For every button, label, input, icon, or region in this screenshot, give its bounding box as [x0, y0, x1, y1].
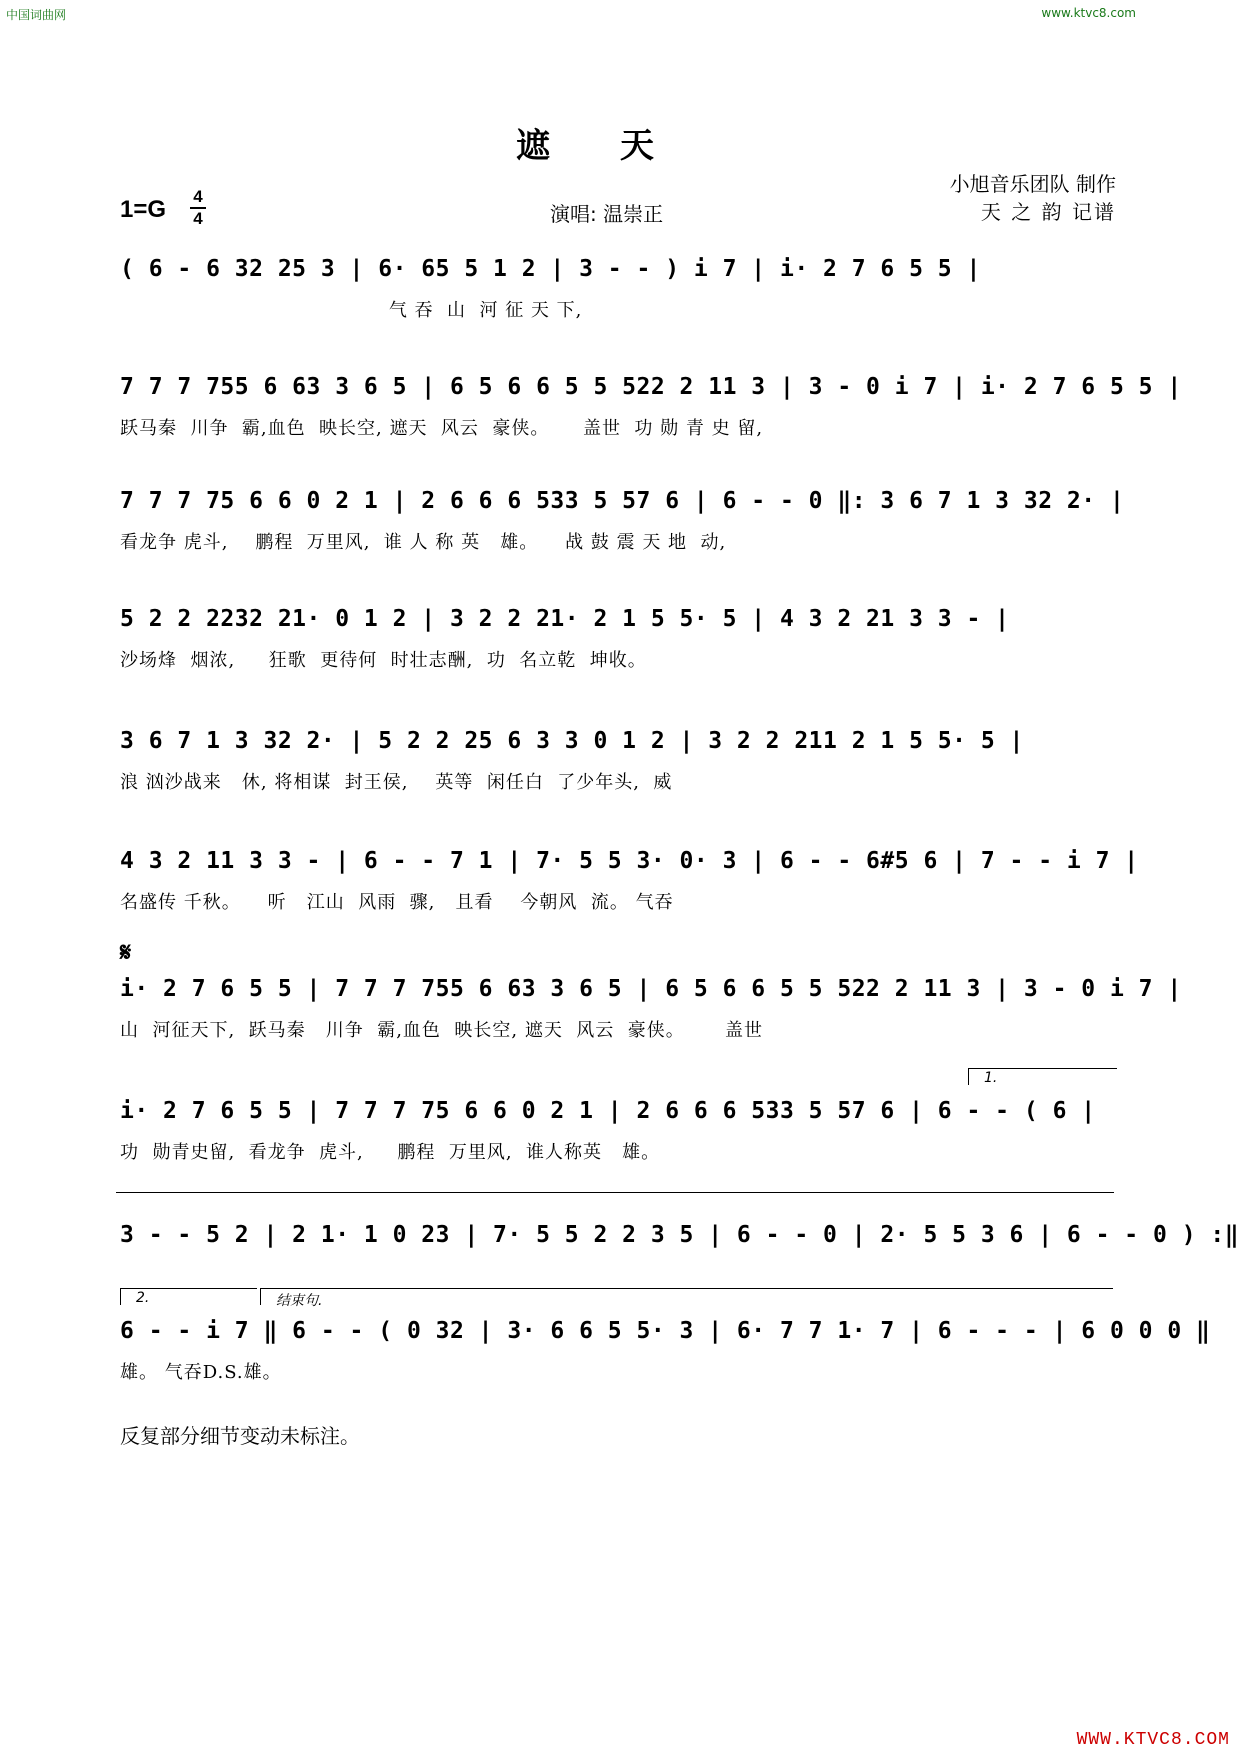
notes-line: 7 7 7 755 6 63 3 6 5 | 6 5 6 6 5 5 522 2 11 3 | 3 - 0 i 7 | i· 2 7 6 5 5 |	[120, 374, 1182, 400]
lyrics-line: 雄。 气吞D.S.雄。	[120, 1362, 282, 1383]
volta-1-continuation	[116, 1192, 1114, 1209]
volta-1-label: 1.	[984, 1070, 998, 1086]
watermark-top-right: www.ktvc8.com	[1041, 6, 1136, 20]
lyrics-line: 看龙争 虎斗, 鹏程 万里风, 谁 人 称 英 雄。 战 鼓 震 天 地 动,	[120, 532, 727, 553]
lyrics-line: 跃马秦 川争 霸,血色 映长空, 遮天 风云 豪侠。 盖世 功 勋 青 史 留,	[120, 418, 764, 439]
notes-line: i· 2 7 6 5 5 | 7 7 7 755 6 63 3 6 5 | 6 5 6 6 5 5 522 2 11 3 | 3 - 0 i 7 |	[120, 976, 1182, 1002]
ending-label: 结束句.	[276, 1293, 323, 1309]
footnote: 反复部分细节变动未标注。	[120, 1424, 360, 1448]
singer: 演唱: 温崇正	[550, 202, 664, 226]
ending-bracket	[260, 1288, 1113, 1305]
transcriber-credit: 天 之 韵 记谱	[980, 200, 1116, 224]
watermark-top-left: 中国词曲网	[6, 8, 67, 22]
song-title: 遮天	[516, 126, 724, 166]
lyrics-line: 沙场烽 烟浓, 狂歌 更待何 时壮志酬, 功 名立乾 坤收。	[120, 650, 647, 671]
watermark-bottom-right: WWW.KTVC8.COM	[1076, 1730, 1230, 1750]
producer-credit: 小旭音乐团队 制作	[949, 172, 1116, 196]
lyrics-line: 浪 汹沙战来 休, 将相谋 封王侯, 英等 闲任白 了少年头, 威	[120, 772, 673, 793]
time-signature	[190, 188, 206, 228]
notes-line: 5 2 2 2232 21· 0 1 2 | 3 2 2 21· 2 1 5 5· 5 | 4 3 2 21 3 3 - |	[120, 606, 1010, 632]
key-signature: 1=G	[120, 196, 167, 223]
lyrics-line: 功 勋青史留, 看龙争 虎斗, 鹏程 万里风, 谁人称英 雄。	[120, 1142, 661, 1163]
lyrics-line: 山 河征天下, 跃马秦 川争 霸,血色 映长空, 遮天 风云 豪侠。 盖世	[120, 1020, 764, 1041]
lyrics-line: 气 吞 山 河 征 天 下,	[120, 300, 583, 321]
volta-2-label: 2.	[136, 1290, 150, 1306]
meter-bottom: 4	[193, 209, 203, 228]
segno-sign: 𝄋	[120, 938, 132, 968]
notes-line: 6 - - i 7 ‖ 6 - - ( 0 32 | 3· 6 6 5 5· 3 | 6· 7 7 1· 7 | 6 - - - | 6 0 0 0 ‖	[120, 1318, 1211, 1344]
notes-line: 4 3 2 11 3 3 - | 6 - - 7 1 | 7· 5 5 3· 0· 3 | 6 - - 6#5 6 | 7 - - i 7 |	[120, 848, 1139, 874]
notes-line: 3 - - 5 2 | 2 1· 1 0 23 | 7· 5 5 2 2 3 5 | 6 - - 0 | 2· 5 5 3 6 | 6 - - 0 ) :‖	[120, 1222, 1240, 1248]
notes-line: ( 6 - 6 32 25 3 | 6· 65 5 1 2 | 3 - - ) i 7 | i· 2 7 6 5 5 |	[120, 256, 981, 282]
notes-line: 3 6 7 1 3 32 2· | 5 2 2 25 6 3 3 0 1 2 | 3 2 2 211 2 1 5 5· 5 |	[120, 728, 1024, 754]
meter-top: 4	[193, 187, 203, 206]
notes-line: i· 2 7 6 5 5 | 7 7 7 75 6 6 0 2 1 | 2 6 6 6 533 5 57 6 | 6 - - ( 6 |	[120, 1098, 1096, 1124]
lyrics-line: 名盛传 千秋。 听 江山 风雨 骤, 且看 今朝风 流。 气吞	[120, 892, 674, 913]
notes-line: 7 7 7 75 6 6 0 2 1 | 2 6 6 6 533 5 57 6 | 6 - - 0 ‖: 3 6 7 1 3 32 2· |	[120, 488, 1125, 514]
